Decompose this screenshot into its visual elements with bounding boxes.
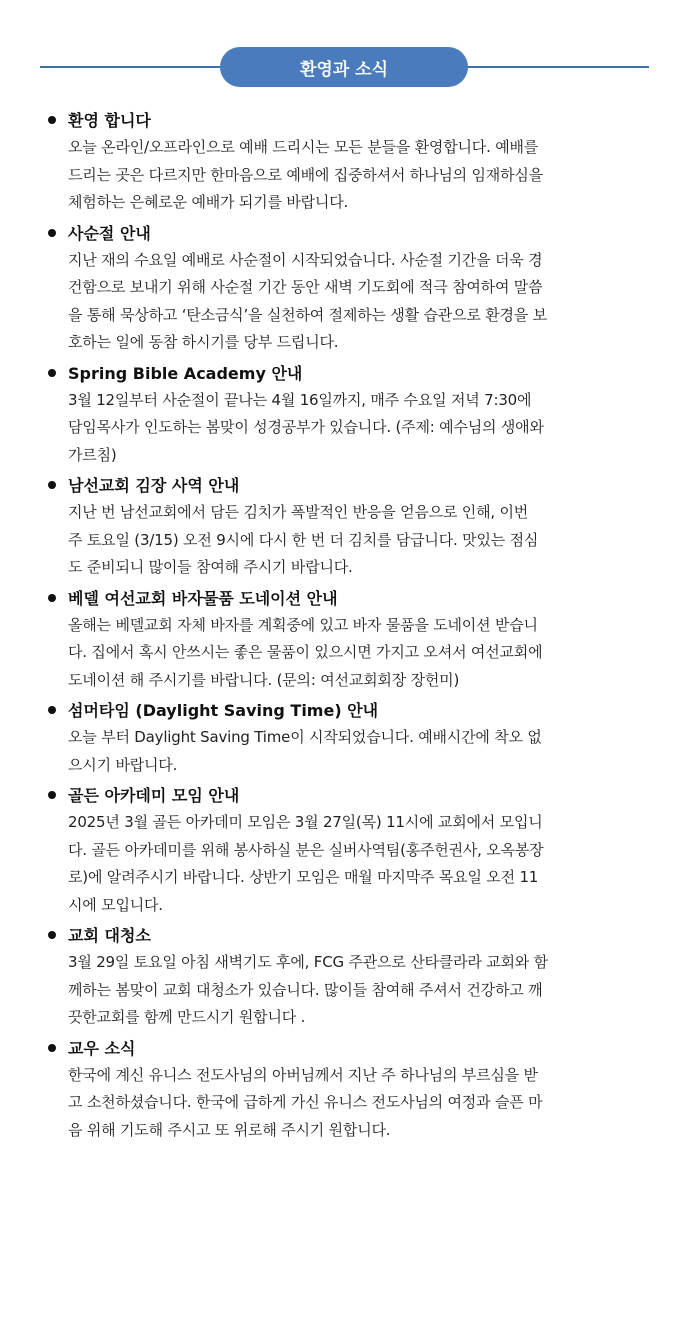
news-item [0, 473, 695, 582]
bullet-icon [48, 594, 56, 602]
news-item-body [68, 612, 639, 695]
news-item-body [68, 134, 639, 217]
news-item-line: 을 통해 묵상하고 ‘탄소금식’을 실천하여 절제하는 생활 습관으로 환경을 보 [68, 305, 547, 324]
news-item-title: 교우 소식 [68, 1038, 136, 1058]
news-item [0, 586, 695, 695]
news-item-line: 오늘 온라인/오프라인으로 예배 드리시는 모든 분들을 환영합니다. 예배를 [68, 138, 539, 156]
bullet-icon [48, 791, 56, 799]
news-item-title: 교회 대청소 [68, 926, 151, 945]
news-item-line: 지난 재의 수요일 예배로 사순절이 시작되었습니다. 사순절 기간을 더욱 경 [68, 250, 543, 269]
news-item-line: 도네이션 해 주시기를 바랍니다. (문의: 여선교회회장 장헌미) [68, 670, 460, 689]
news-item-line: 주 토요일 (3/15) 오전 9시에 다시 한 번 더 김치를 담급니다. 맛있는 점심 [68, 530, 539, 549]
news-item-line: 고 소천하셨습니다. 한국에 급하게 가신 유니스 전도사님의 여정과 슬픈 마 [68, 1093, 543, 1111]
news-item-line: 가르침) [68, 445, 117, 464]
bullet-icon [48, 481, 56, 489]
news-item-line: 로)에 알려주시기 바랍니다. 상반기 모임은 매월 마지막주 목요일 오전 11 [68, 868, 539, 886]
news-item-line: 께하는 봄맞이 교회 대청소가 있습니다. 많이들 참여해 주셔서 건강하고 깨 [68, 980, 543, 999]
news-item-line: 건함으로 보내기 위해 사순절 기간 동안 새벽 기도회에 적극 참여하여 말씀 [68, 278, 543, 296]
section-title: 환영과 소식 [220, 47, 468, 87]
news-item-title: Spring Bible Academy 안내 [68, 363, 303, 383]
news-item-body [68, 949, 639, 1032]
news-item-body [68, 247, 639, 357]
news-item-line: 올해는 베델교회 자체 바자를 계획중에 있고 바자 물품을 도네이션 받습니 [68, 615, 538, 634]
news-item [0, 1036, 695, 1145]
news-item-title: 남선교회 김장 사역 안내 [68, 476, 240, 495]
bullet-icon [48, 706, 56, 714]
news-item-line: 3월 12일부터 사순절이 끝나는 4월 16일까지, 매주 수요일 저녁 7:30에 [68, 390, 532, 409]
news-item [0, 698, 695, 779]
news-item [0, 221, 695, 357]
news-item-title: 환영 합니다 [68, 111, 151, 130]
news-item-body [68, 499, 639, 582]
news-item-line: 담임목사가 인도하는 봄맞이 성경공부가 있습니다. (주제: 예수님의 생애와 [68, 418, 544, 436]
news-item-line: 2025년 3월 골든 아카데미 모임은 3월 27일(목) 11시에 교회에서 모입니 [68, 813, 543, 831]
news-item-body [68, 724, 639, 779]
news-item-line: 으시기 바랍니다. [68, 755, 178, 774]
news-item-line: 호하는 일에 동참 하시기를 당부 드립니다. [68, 333, 339, 351]
news-item-line: 다. 골든 아카데미를 위해 봉사하실 분은 실버사역팀(홍주헌권사, 오옥봉장 [68, 840, 544, 859]
news-item-line: 음 위해 기도해 주시고 또 위로해 주시기 원합니다. [68, 1120, 391, 1139]
news-item-body [68, 1062, 639, 1145]
news-item [0, 923, 695, 1032]
bullet-icon [48, 116, 56, 124]
news-item-line: 한국에 계신 유니스 전도사님의 아버님께서 지난 주 하나님의 부르심을 받 [68, 1065, 538, 1084]
news-item-line: 3월 29일 토요일 아침 새벽기도 후에, FCG 주관으로 산타클라라 교회와 함 [68, 953, 548, 971]
news-item-line: 도 준비되니 많이들 참여해 주시기 바랍니다. [68, 558, 353, 576]
bullet-icon [48, 1044, 56, 1052]
news-item [0, 783, 695, 919]
news-item-line: 오늘 부터 Daylight Saving Time이 시작되었습니다. 예배시간에 착오 없 [68, 728, 542, 746]
news-item-title: 골든 아카데미 모임 안내 [68, 786, 240, 805]
news-item-line: 끗한교회를 함께 만드시기 원합니다 . [68, 1008, 306, 1026]
bullet-icon [48, 229, 56, 237]
bullet-icon [48, 931, 56, 939]
news-item-line: 시에 모입니다. [68, 895, 163, 914]
section-header [0, 47, 695, 87]
news-list [0, 108, 695, 1144]
news-item-title: 섬머타임 (Daylight Saving Time) 안내 [68, 701, 379, 720]
news-item-line: 체험하는 은혜로운 예배가 되기를 바랍니다. [68, 193, 349, 211]
news-item-body [68, 387, 639, 470]
bullet-icon [48, 369, 56, 377]
news-item-line: 지난 번 남선교회에서 담든 김치가 폭발적인 반응을 얻음으로 인해, 이번 [68, 503, 529, 521]
news-item-title: 사순절 안내 [68, 223, 151, 243]
news-item-line: 다. 집에서 혹시 안쓰시는 좋은 물품이 있으시면 가지고 오셔서 여선교회에 [68, 643, 543, 661]
news-item [0, 108, 695, 217]
news-item-title: 베델 여선교회 바자물품 도네이션 안내 [68, 588, 338, 608]
news-item [0, 361, 695, 470]
news-item-line: 드리는 곳은 다르지만 한마음으로 예배에 집중하셔서 하나님의 임재하심을 [68, 165, 543, 184]
news-item-body [68, 809, 639, 919]
